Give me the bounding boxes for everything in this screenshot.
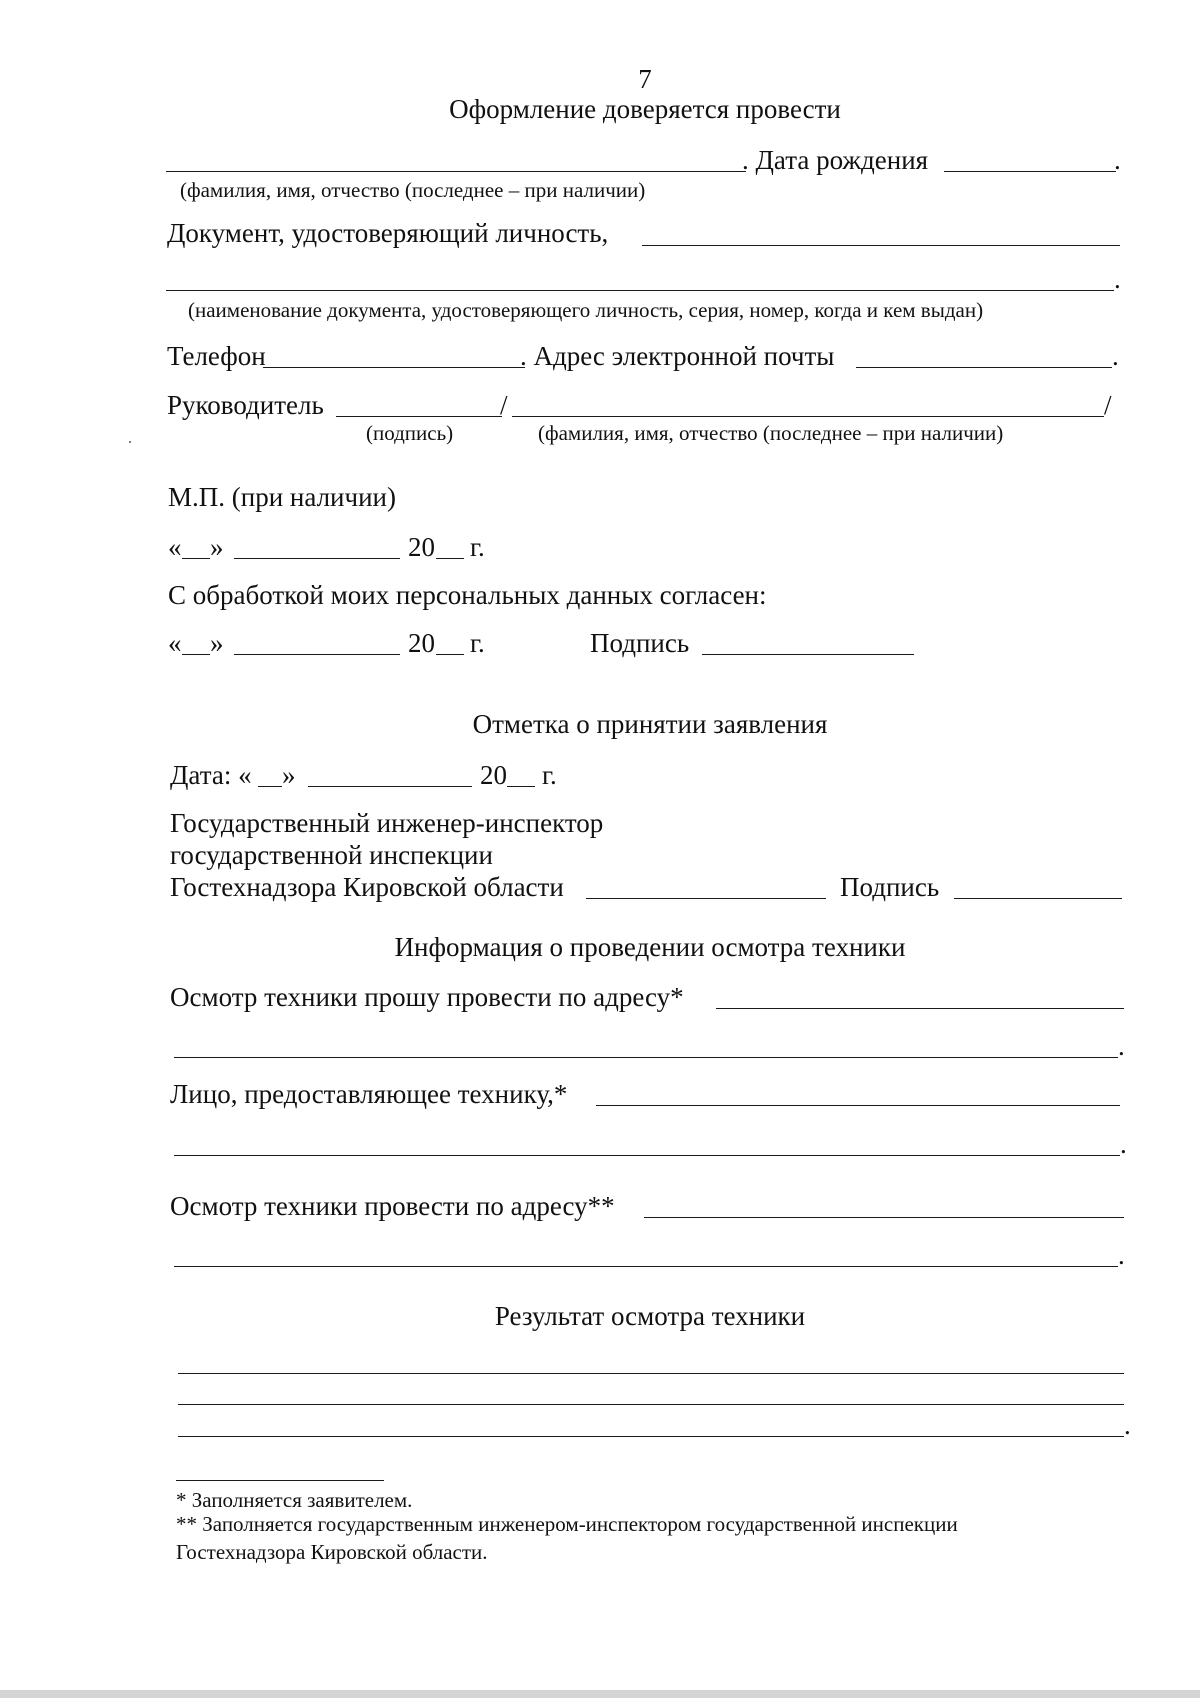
presenter-end-dot: .	[1120, 1129, 1127, 1159]
inspector-signature-field[interactable]	[954, 898, 1122, 899]
stamp-label: М.П. (при наличии)	[168, 482, 396, 512]
acceptance-year-prefix: 20	[480, 760, 507, 790]
consent-text: С обработкой моих персональных данных согласен:	[168, 580, 767, 610]
phone-label: Телефон	[167, 341, 266, 371]
id-document-field-2[interactable]	[166, 290, 1114, 291]
head-slash-1: /	[500, 390, 508, 420]
address-inspector-end-dot: .	[1118, 1240, 1125, 1270]
consent-date-year-field[interactable]	[436, 654, 464, 655]
result-end-dot: .	[1124, 1410, 1131, 1440]
presenter-label: Лицо, предоставляющее технику,*	[170, 1079, 568, 1109]
id-document-field-1[interactable]	[642, 245, 1120, 246]
result-heading: Результат осмотра техники	[494, 1301, 806, 1331]
acceptance-heading: Отметка о принятии заявления	[472, 709, 828, 739]
consent-date-month-field[interactable]	[234, 654, 400, 655]
acceptance-date-day-field[interactable]	[258, 786, 282, 787]
address-request-field-1[interactable]	[716, 1008, 1124, 1009]
consent-signature-label: Подпись	[590, 628, 690, 658]
consent-date-open-quote: «	[168, 628, 182, 658]
dob-end-dot: .	[1114, 145, 1121, 175]
result-field-1[interactable]	[178, 1373, 1124, 1374]
inspector-line-1: Государственный инженер-инспектор	[170, 808, 604, 838]
inspector-name-field[interactable]	[586, 898, 826, 899]
email-field[interactable]	[856, 367, 1112, 368]
fio-field[interactable]	[166, 171, 746, 172]
acceptance-date-month-field[interactable]	[308, 786, 472, 787]
address-inspector-label: Осмотр техники провести по адресу**	[170, 1191, 615, 1221]
footnote-2-line-1: ** Заполняется государственным инженером-инспектором государственной инспекции	[176, 1512, 958, 1536]
address-inspector-field-1[interactable]	[644, 1217, 1124, 1218]
date-year-suffix: г.	[470, 532, 485, 562]
address-request-label: Осмотр техники прошу провести по адресу*	[170, 982, 684, 1012]
id-document-label: Документ, удостоверяющий личность,	[167, 218, 609, 248]
page-title: Оформление доверяется провести	[449, 94, 841, 124]
date-month-field[interactable]	[234, 558, 400, 559]
acceptance-date-label: Дата: «	[170, 760, 252, 790]
inspector-line-2: государственной инспекции	[170, 840, 493, 870]
consent-signature-field[interactable]	[702, 654, 914, 655]
dob-label: . Дата рождения	[742, 145, 929, 175]
address-request-field-2[interactable]	[174, 1057, 1118, 1058]
address-inspector-field-2[interactable]	[174, 1266, 1118, 1267]
fio-caption: (фамилия, имя, отчество (последнее – при наличии)	[180, 178, 646, 202]
footnote-2-line-2: Гостехнадзора Кировской области.	[176, 1540, 488, 1564]
consent-date-day-field[interactable]	[182, 654, 210, 655]
signature-caption: (подпись)	[366, 421, 454, 445]
head-fio-field[interactable]	[512, 416, 1104, 417]
head-label: Руководитель	[167, 390, 324, 420]
dob-field[interactable]	[944, 171, 1116, 172]
date-close-quote: »	[210, 532, 224, 562]
presenter-field-1[interactable]	[596, 1105, 1120, 1106]
inspector-signature-label: Подпись	[840, 872, 940, 902]
date-year-prefix: 20	[408, 532, 435, 562]
phone-field[interactable]	[263, 367, 525, 368]
inspector-line-3: Гостехнадзора Кировской области	[170, 872, 564, 902]
presenter-field-2[interactable]	[174, 1155, 1120, 1156]
id-document-caption: (наименование документа, удостоверяющего личность, серия, номер, когда и кем выдан)	[188, 298, 984, 322]
head-fio-caption: (фамилия, имя, отчество (последнее – при наличии)	[538, 421, 1004, 445]
date-open-quote: «	[168, 532, 182, 562]
acceptance-year-suffix: г.	[542, 760, 557, 790]
id-document-end-dot: .	[1114, 264, 1121, 294]
email-end-dot: .	[1112, 341, 1119, 371]
result-field-3[interactable]	[178, 1436, 1124, 1437]
footnote-1: * Заполняется заявителем.	[176, 1488, 413, 1512]
address-request-end-dot: .	[1118, 1031, 1125, 1061]
head-signature-field[interactable]	[336, 416, 502, 417]
email-label: . Адрес электронной почты	[520, 341, 835, 371]
inspection-heading: Информация о проведении осмотра техники	[394, 932, 906, 962]
date-day-field[interactable]	[182, 558, 210, 559]
scan-bottom-edge	[0, 1690, 1200, 1698]
acceptance-date-close-quote: »	[282, 760, 296, 790]
consent-date-year-suffix: г.	[470, 628, 485, 658]
footnote-separator	[176, 1480, 384, 1481]
date-year-field[interactable]	[436, 558, 464, 559]
consent-date-year-prefix: 20	[408, 628, 435, 658]
scan-speck	[129, 441, 131, 443]
head-slash-2: /	[1104, 390, 1112, 420]
acceptance-year-field[interactable]	[507, 786, 535, 787]
page-number: 7	[638, 64, 652, 94]
result-field-2[interactable]	[178, 1404, 1124, 1405]
consent-date-close-quote: »	[210, 628, 224, 658]
